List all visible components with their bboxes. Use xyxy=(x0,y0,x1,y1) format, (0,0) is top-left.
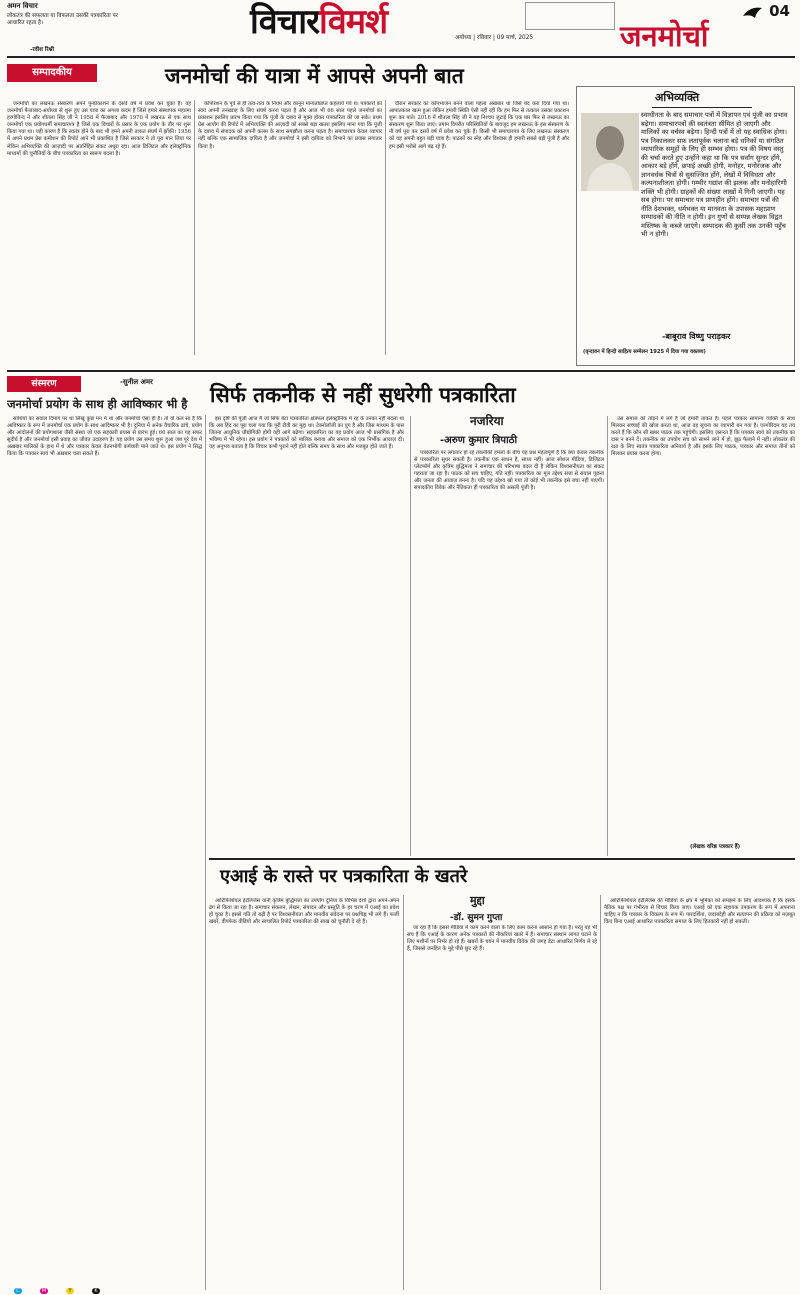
memoir-divider xyxy=(205,415,206,1290)
brand-logo: जनमोर्चा xyxy=(620,19,709,53)
main-column-1 xyxy=(414,450,604,850)
main-column-2 xyxy=(611,416,795,816)
cmyk-registration-strip xyxy=(0,1287,800,1295)
editorial-bottom-rule xyxy=(7,370,795,372)
page-number: 04 xyxy=(769,2,790,20)
ai-column-1 xyxy=(209,898,399,1286)
page-number-badge xyxy=(734,2,796,24)
opinion-box-label: अभिव्यक्ति xyxy=(655,91,700,104)
opinion-quote xyxy=(641,111,791,323)
memoir-column-1 xyxy=(7,416,202,1286)
memoir-col1-text: साथियों का सवाल दिमाग पर था लिखूं कुछ मन में था और जनमोर्चा ऐसा ही है। तो वो कल सा है कि आविष्कार के रूप में जनमोर्चा एक प्रयोग के साथ आविष्कार भी है। दुनिया में अनेक वैचारिक ढांचे, प्रयोग और आंदोलनों की प्रयोगशाला जैसी संस्था जो एक सहकारी प्रयास से प्रारंभ हुई। 66 साल का यह सफर सुदीर्घ है और जनमोर्चा इसी प्रवाह का जीवंत उदाहरण है। यह प्रयोग उस समय शुरू हुआ जब पूरे देश में अख़बार मालिकों के हाथ में थे और पत्रकार केवल वेतनभोगी कर्मचारी माने जाते थे। इस प्रयोग ने सिद्ध किया कि पत्रकार स्वयं भी अख़बार चला सकते हैं। xyxy=(7,416,202,458)
opinion-source: (वृन्दावन में हिन्दी साहित्य सम्मेलन 1925 में दिया गया वक्तव्य) xyxy=(583,349,706,355)
title-part-1: विचार xyxy=(250,2,320,42)
ai-byline: -डॉ. सुमन गुप्ता xyxy=(450,913,503,923)
dateline: अयोध्या | रविवार | 09 मार्च, 2025 xyxy=(455,35,534,41)
title-part-2: विमर्श xyxy=(319,2,388,42)
main-col2-text: उस समाज को तोड़ने में लगे हैं जो हमारी ताकत है। पहले पत्रकार सामान्य व्यक्ति के साथ मिलकर सच्चाई की खोज करता था, आज वह सूचना का व्यापारी बन गया है। एल्गोरिदम यह तय करते हैं कि कौन सी खबर पाठक तक पहुंचेगी। इसलिए ज़रूरत है कि पत्रकार स्वयं को तकनीक का दास न बनने दें। तकनीक का उपयोग सच को सामने लाने में हो, झूठ फैलाने में नहीं। लोकतंत्र की रक्षा के लिए स्वतंत्र पत्रकारिता अनिवार्य है और इसके लिए पाठक, पत्रकार और समाज तीनों को मिलकर प्रयास करना होगा। xyxy=(611,416,795,458)
ai-column-2 xyxy=(407,925,597,1285)
cmyk-dot-yellow: Y xyxy=(66,1288,74,1294)
ai-divider-2 xyxy=(600,895,601,1290)
author-portrait-photo xyxy=(581,113,639,191)
editorial-column-1 xyxy=(7,101,191,354)
editorial-headline: जनमोर्चा की यात्रा में आपसे अपनी बात xyxy=(165,64,464,88)
editorial-section-label xyxy=(7,64,97,82)
memoir-section-label-text: संस्मरण xyxy=(31,379,57,389)
editorial-section-label-text: सम्पादकीय xyxy=(32,67,72,78)
main-headline: सिर्फ तकनीक से नहीं सुधरेगी पत्रकारिता xyxy=(210,383,516,407)
ai-divider-1 xyxy=(403,895,404,1290)
opinion-box-rule xyxy=(652,107,752,108)
masthead-section-title xyxy=(250,0,387,44)
bird-icon xyxy=(742,4,764,22)
ai-col1-text: आर्टिफिशियल इंटेलिजेंस यानी कृत्रिम बुद्धिमत्ता का उपयोग दुनिया के विभिन्न देशों द्वारा अपने-अपने ढंग से किया जा रहा है। समाचार संकलन, लेखन, संपादन और प्रस्तुति के हर चरण में एआई का प्रवेश हो चुका है। इससे गति तो बढ़ी है पर विश्वसनीयता और मानवीय संवेदना पर प्रश्नचिह्न भी लगे हैं। फर्जी खबरें, डीपफेक वीडियो और स्वचालित रिपोर्ट पत्रकारिता की साख को चुनौती दे रहे हैं। xyxy=(209,898,399,926)
memoir-section-label xyxy=(7,376,81,392)
editorial-divider-2 xyxy=(385,100,386,355)
masthead-quote: लोकतंत्र की सफलता या विफलता उसकी पत्रकारिता पर आधारित रहता है। xyxy=(7,13,118,26)
memoir-col2-text: इस दृष्टि की पूंजी आज मैं जो सिर्फ बेटा पत्रकारिता क्षेत्रफल इलेक्ट्रॉनिक में रह के उनका नहीं बदला था कि अब हिंद का पूरा चला गया कि पूरी टीवी का मुद्दा था। टेक्नोलॉजी का युग है और जिस माध्यम के पास जितना आधुनिक प्रौद्योगिकी होगी वही आगे बढ़ेगा। सहकारिता का यह प्रयोग आज भी प्रासंगिक है और भविष्य में भी रहेगा। इस प्रयोग ने पत्रकारों को मालिक बनाया और समाज को एक निर्भीक आवाज़ दी। यह अनुभव बताता है कि विचार कभी पुराने नहीं होते बल्कि समय के साथ और मजबूत होते जाते हैं। xyxy=(209,416,404,451)
brand-emblem xyxy=(525,2,615,30)
main-end-note: (लेखक वरिष्ठ पत्रकार हैं) xyxy=(690,844,741,850)
editorial-col1-text: जनमोर्चा का लखनऊ संस्करण अपने पुनर्प्रकाशन के दसवें वर्ष में प्रवेश कर चुका है। यह जनमोर्चा फैजाबाद-अयोध्या से शुरू हुए उस यात्रा का अगला कदम है जिसे हमारे संस्थापक महात्मा हरगोविन्द ने और शीतला सिंह जी ने 1958 में फैजाबाद और 1970 में लखनऊ से एक साथ जनमोर्चा एक प्रयोगधर्मी समाचारपत्र है जिसे एक विचारों के प्रसार के एक प्रयोग के तौर पर शुरू किया गया था। यही कारण है कि स्वतंत्र होने के बाद भी हमने अपनी ताकत संघर्ष में झोंकी। 1956 में अपने प्रथम प्रेस कमीशन की रिपोर्ट आने भी प्रकाशित है जिसे सरकार ने तो पूरा मान लिया पर लेकिन अभिव्यक्ति की आज़ादी पर अंतर्निहित संकट अधूरा रहा। आज डिजिटल और इलेक्ट्रॉनिक माध्यमों की चुनौतियों के बीच पत्रकारिता का स्वरूप बदला है। xyxy=(7,101,191,157)
editorial-col3-text: दौरान सरकार का कोपभाजन बनने वाला पहला अखबार था जिसे बंद करा दिया गया था। आपातकाल खत्म हुआ लेकिन हमारी स्थिति ऐसी नहीं रही कि हम फिर से तत्काल उसका प्रकाशन शुरू कर पाते। 2016 में शीतला सिंह जी ने यह निश्चय जुटाई कि एक बार फिर से लखनऊ का संस्करण शुरू किया जाए। तमाम विपरीत परिस्थितियों के बावजूद हम लखनऊ के इस संस्करण के नौ वर्ष पूरा कर दसवें वर्ष में प्रवेश कर चुके हैं। किसी भी समाचारपत्र के लिए लखनऊ संस्करण को यह अपनी बहुत बड़ी यात्रा है। पाठकों का स्नेह और विश्वास ही हमारी सबसे बड़ी पूंजी है और हम इसी भरोसे आगे बढ़ रहे हैं। xyxy=(389,101,569,150)
cmyk-dot-magenta: M xyxy=(41,1288,47,1294)
main-column-label: नजरिया xyxy=(470,414,504,428)
ai-headline: एआई के रास्ते पर पत्रकारिता के खतरे xyxy=(220,866,468,887)
opinion-quote-text: स्वाधीनता के बाद समाचार पत्रों में विज्ञापन एवं पूंजी का प्रभाव बढ़ेगा। समाचारपत्रों की स्वतंत्रता सीमित हो जाएगी और मालिकों का वर्चस्व बढ़ेगा। हिन्दी पत्रों में तो यह स्वाधिक होगा। पत्र निकालकर सफ़ लतापूर्वक चलाना बड़े धनिकों या संगठित व्यापारिक समूहों के लिए ही सम्भव होगा। पत्र की विषय वस्तु की चर्चा करते हुए उन्होंने कहा था कि पत्र सर्वांग सुन्दर होंगे, आकार बड़े होंगे, छपाई अच्छी होगी, मनोहर, मनोरंजक और ज्ञानवर्धक चित्रों से सुसज्जित होंगे, लेखों में विविधता और कल्पनाशीलता होगी। गम्भीर गद्यांश की झलक और मनोहारिणी शक्ति भी होगी। ग्राहकों की संख्या लाखों में गिनी जाएगी। यह सब होगा। पर समाचार पत्र प्राणहीन होंगे। समाचार पत्रों की नीति देशभक्त, धर्मभक्त या मानवता के उपासक महाप्राण सम्पादकों की नीति न होगी। इन गुणों से सम्पन्न लेखक विद्वत मस्तिष्क के कब्जे जाएंगे। सम्पादक की कुर्सी तक उनकी पहुँच भी न होगी। xyxy=(641,111,788,238)
ai-column-label: मुद्दा xyxy=(470,894,485,907)
main-divider-left xyxy=(410,416,411,856)
editorial-col2-text: कॉर्पोरेशन के पूर्व से ही तत्व-तत्व के नियम और कानून मान्यताप्राप्त कहलाये गये थे। पत्रकारों को स्वयं अपनी तनख्वाह के लिए संघर्ष करना पड़ता है और आज भी 66 साल पहले जनमोर्चा का प्रकाशन इसलिए प्रारंभ किया गया कि पूंजी के दबाव से मुक्त होकर पत्रकारिता की जा सके। प्रथम प्रेस आयोग की रिपोर्ट में अभिव्यक्ति की आज़ादी को सबसे बड़ा खतरा इसलिए माना गया कि पूंजी के दबाव में संपादक को अपनी कलम के साथ समझौता करना पड़ता है। समाचारपत्र केवल व्यापार नहीं बल्कि एक सामाजिक दायित्व है और जनमोर्चा ने इसी दायित्व को निभाने का प्रयास लगातार किया है। xyxy=(198,101,382,150)
main-divider-right xyxy=(607,416,608,856)
masthead-quote-author: -रवीश रिश्नी xyxy=(30,47,55,53)
memoir-headline: जनमोर्चा प्रयोग के साथ ही आविष्कार भी है xyxy=(7,397,188,411)
memoir-column-2 xyxy=(209,416,404,856)
cmyk-dot-black: K xyxy=(92,1288,100,1294)
main-col1-text: पत्रकारिता पर लगातार हो रहे तकनीकी हमलों के बीच यह प्रश्न महत्वपूर्ण है कि क्या केवल तकनीक से पत्रकारिता सुधर सकती है। तकनीक एक साधन है, साध्य नहीं। आज सोशल मीडिया, डिजिटल प्लेटफॉर्म और कृत्रिम बुद्धिमत्ता ने समाचार की परिभाषा बदल दी है लेकिन विश्वसनीयता का संकट गहराता जा रहा है। पाठक को सच चाहिए, गति नहीं। पत्रकारिता का मूल उद्देश्य सत्ता से सवाल पूछना और जनता की आवाज़ बनना है। यदि यह उद्देश्य खो गया तो कोई भी तकनीक इसे बचा नहीं पाएगी। संपादकीय विवेक और नैतिकता ही पत्रकारिता की असली पूंजी है। xyxy=(414,450,604,492)
opinion-author: -बाबूराव विष्णु पराड़कर xyxy=(662,332,731,341)
editorial-divider-1 xyxy=(194,100,195,355)
ai-col3-text: आर्टिफिशियल इंटेलिजेंस की मीडिया के क्षेत्र में भूमिका को समझने के लिए आवश्यक है कि इसके नैतिक पक्ष पर गंभीरता से विचार किया जाए। एआई को एक सहायक उपकरण के रूप में अपनाना चाहिए न कि पत्रकार के विकल्प के रूप में। पारदर्शिता, जवाबदेही और सत्यापन की प्रक्रिया को मज़बूत किए बिना एआई आधारित पत्रकारिता समाज के लिए हितकारी नहीं हो सकती। xyxy=(604,898,795,926)
editorial-column-3 xyxy=(389,101,569,354)
opinion-box xyxy=(576,86,795,366)
masthead xyxy=(0,0,800,58)
editorial-column-2 xyxy=(198,101,382,354)
ai-col2-text: जा रहा है कि इससे मीडिया में काम करने वालों के लिए काम करना आसान हो गया है। परंतु यह भी सच है कि एआई के कारण अनेक पत्रकारों की नौकरियां खतरे में हैं। समाचार संस्थान लागत घटाने के लिए मशीनों पर निर्भर हो रहे हैं। खबरों के चयन में मानवीय विवेक की जगह डेटा आधारित निर्णय ले रहे हैं, जिससे जनहित के मुद्दे पीछे छूट रहे हैं। xyxy=(407,925,597,953)
cmyk-dot-cyan: C xyxy=(14,1288,22,1294)
masthead-left-label: अमन विचार xyxy=(7,2,38,10)
ai-column-3 xyxy=(604,898,795,1286)
memoir-byline: -सुनील अमर xyxy=(120,378,153,386)
masthead-rule xyxy=(7,56,795,58)
main-byline: -अरुण कुमार त्रिपाठी xyxy=(440,435,518,446)
main-bottom-rule xyxy=(209,858,795,860)
